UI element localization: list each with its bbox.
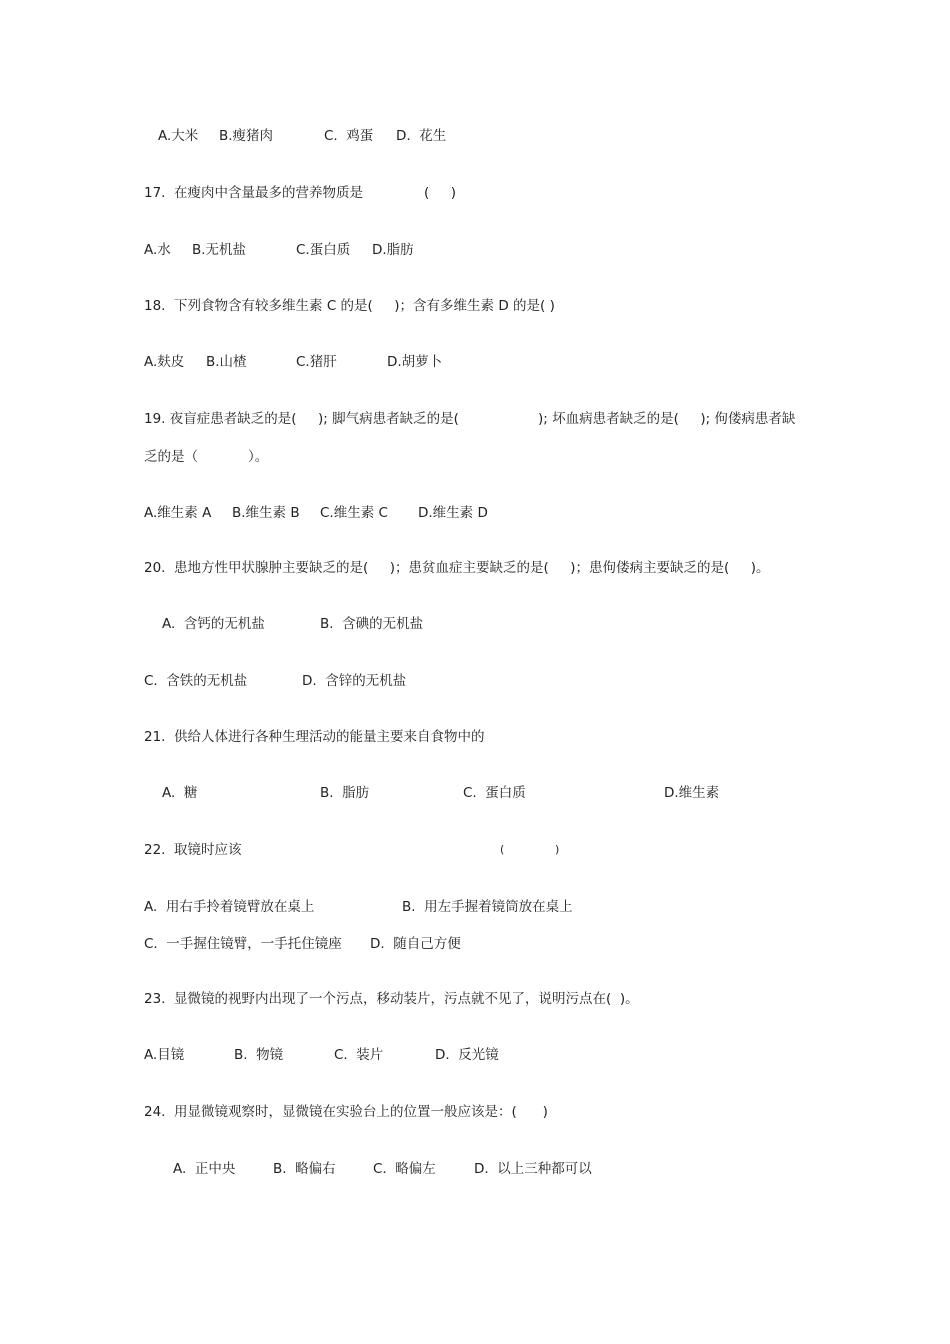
question-text-continued: ); 坏血病患者缺乏的是( ); 佝偻病患者缺 — [538, 411, 796, 427]
option-a: A. 正中央 — [173, 1161, 236, 1177]
answer-blank-close: ）。 — [248, 449, 269, 465]
option-b: B.瘦猪肉 — [219, 128, 274, 144]
option-a: A. 糖 — [162, 785, 198, 801]
option-b: B. 用左手握着镜筒放在桌上 — [402, 899, 573, 915]
option-d: D.维生素 — [664, 785, 720, 801]
option-d: D.脂肪 — [372, 242, 414, 258]
question-text: 23. 显微镜的视野内出现了一个污点，移动装片，污点就不见了，说明污点在( )。 — [144, 991, 639, 1007]
question-text: 22. 取镜时应该 — [144, 842, 242, 858]
question-23 — [144, 990, 639, 1044]
question-text: 17. 在瘦肉中含量最多的营养物质是 — [144, 185, 364, 201]
q24-options — [173, 1160, 592, 1268]
question-18 — [144, 297, 555, 351]
question-text: 24. 用显微镜观察时，显微镜在实验台上的位置一般应该是：( ) — [144, 1104, 548, 1120]
option-b: B.山楂 — [206, 354, 247, 370]
question-text: 19. 夜盲症患者缺乏的是( ); 脚气病患者缺乏的是( — [144, 411, 459, 427]
option-d: D.维生素 D — [418, 505, 488, 521]
option-b: B. 略偏右 — [273, 1161, 336, 1177]
option-d: D.胡萝卜 — [387, 354, 443, 370]
option-b: B. 物镜 — [234, 1047, 284, 1063]
option-a: A.维生素 A — [144, 505, 212, 521]
option-d: D. 花生 — [396, 128, 447, 144]
option-c: C. 蛋白质 — [463, 785, 526, 801]
option-d: D. 反光镜 — [435, 1047, 499, 1063]
question-text: 18. 下列食物含有较多维生素 C 的是( )；含有多维生素 D 的是( ) — [144, 298, 555, 314]
option-c: C. 装片 — [334, 1047, 384, 1063]
question-text: 乏的是（ — [144, 449, 198, 465]
option-c: C.蛋白质 — [296, 242, 351, 258]
option-c: C. 略偏左 — [373, 1161, 436, 1177]
option-b: B. 含碘的无机盐 — [320, 616, 424, 632]
option-d: D. 随自己方便 — [370, 936, 461, 952]
option-a: A. 含钙的无机盐 — [162, 616, 265, 632]
option-a: A.目镜 — [144, 1047, 185, 1063]
question-20 — [144, 559, 770, 613]
answer-blank-close: ) — [555, 843, 560, 856]
option-a: A.水 — [144, 242, 171, 258]
question-text: 20. 患地方性甲状腺肿主要缺乏的是( )；患贫血症主要缺乏的是( )；患佝偻病主要缺乏的是( )。 — [144, 560, 770, 576]
question-24 — [144, 1103, 548, 1157]
question-21 — [144, 728, 485, 782]
question-text: 21. 供给人体进行各种生理活动的能量主要来自食物中的 — [144, 729, 485, 745]
answer-blank: ( ) — [424, 185, 456, 201]
option-c: C. 含铁的无机盐 — [144, 673, 248, 689]
option-c: C.猪肝 — [296, 354, 337, 370]
answer-blank-open: ( — [500, 843, 505, 856]
option-d: D. 含锌的无机盐 — [302, 673, 407, 689]
option-c: C. 鸡蛋 — [324, 128, 374, 144]
option-c: C.维生素 C — [320, 505, 388, 521]
option-b: B.无机盐 — [192, 242, 247, 258]
option-b: B.维生素 B — [232, 505, 300, 521]
option-c: C. 一手握住镜臂，一手托住镜座 — [144, 936, 342, 952]
option-d: D. 以上三种都可以 — [474, 1161, 592, 1177]
option-a: A. 用右手拎着镜臂放在桌上 — [144, 899, 315, 915]
option-b: B. 脂肪 — [320, 785, 370, 801]
option-a: A.麸皮 — [144, 354, 185, 370]
option-a: A.大米 — [158, 128, 199, 144]
